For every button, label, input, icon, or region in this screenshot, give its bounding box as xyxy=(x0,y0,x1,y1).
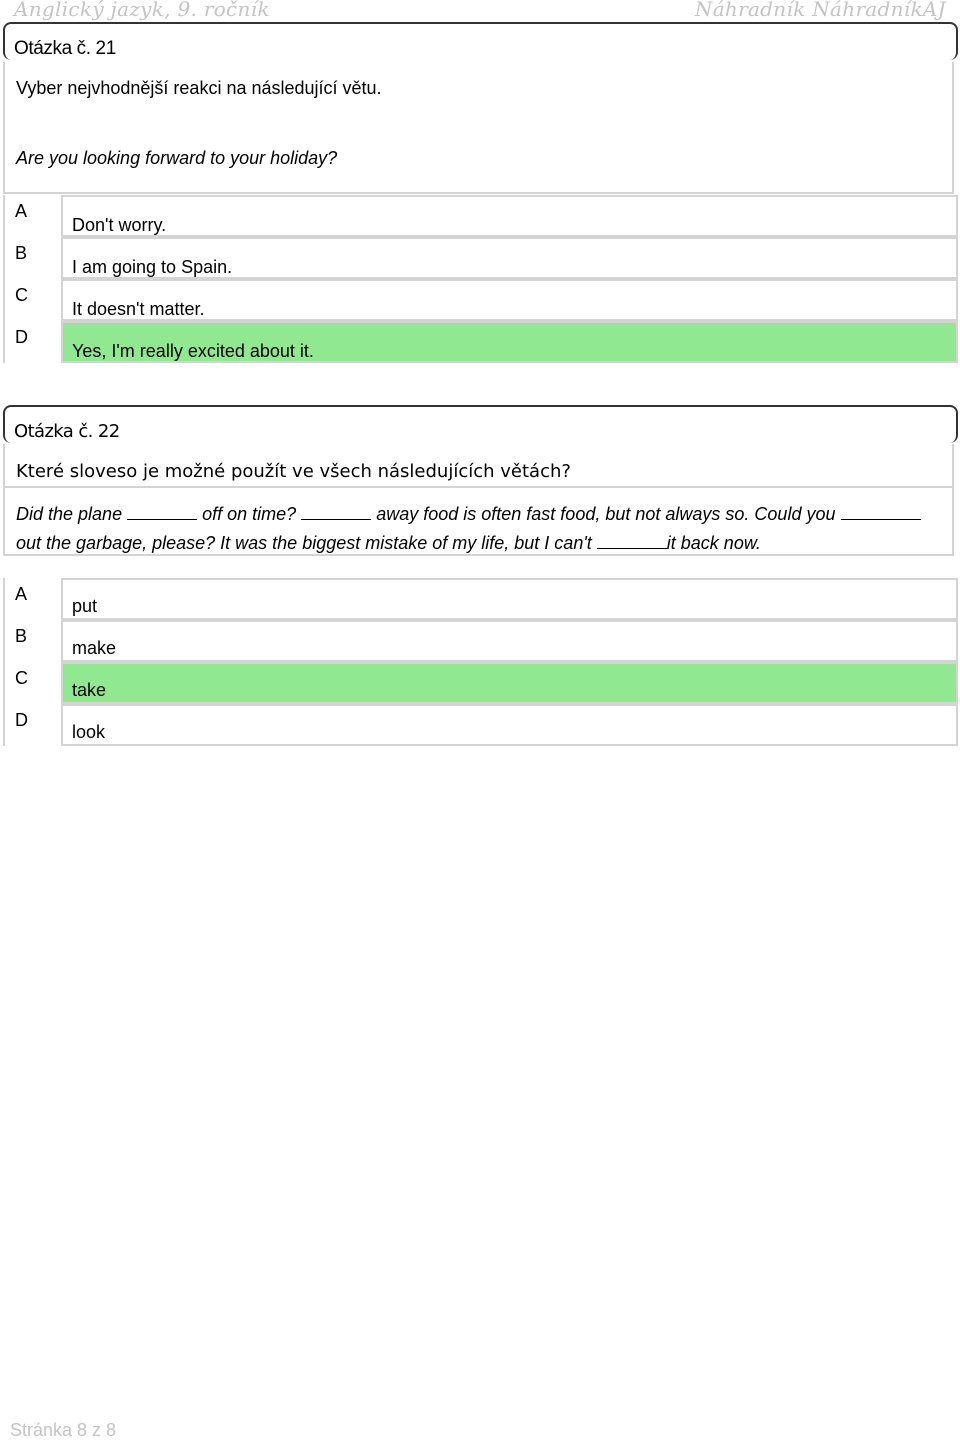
question-title: Otázka č. 22 xyxy=(14,421,120,442)
question-title: Otázka č. 21 xyxy=(14,38,116,59)
header-student: Náhradník NáhradníkAJ xyxy=(694,0,946,21)
option-text: make xyxy=(72,638,117,658)
blank xyxy=(301,505,371,520)
option-b[interactable] xyxy=(3,237,958,279)
blank xyxy=(127,505,197,520)
option-letter: A xyxy=(15,584,28,604)
question-instruction: Vyber nejvhodnější reakci na následující větu. xyxy=(16,78,382,98)
option-d-correct[interactable] xyxy=(3,321,958,363)
blank xyxy=(841,505,921,520)
prompt-line-2: out the garbage, please? It was the biggest mistake of my life, but I can't it back now. xyxy=(16,533,761,553)
option-c-correct[interactable] xyxy=(3,662,958,704)
question-instruction: Které sloveso je možné použít ve všech následujících větách? xyxy=(16,461,571,482)
option-letter: A xyxy=(15,201,28,221)
option-letter: C xyxy=(15,668,28,688)
question-21-header xyxy=(3,22,958,60)
question-22-prompt-box xyxy=(3,486,954,556)
option-text: Don't worry. xyxy=(72,215,167,235)
option-a[interactable] xyxy=(3,578,958,620)
option-letter: C xyxy=(15,285,28,305)
question-21-instruction-box xyxy=(3,62,954,132)
option-text: Yes, I'm really excited about it. xyxy=(72,341,314,361)
option-letter: D xyxy=(15,710,28,730)
blank xyxy=(597,534,667,549)
option-d[interactable] xyxy=(3,704,958,746)
option-text: put xyxy=(72,596,98,616)
question-22-header xyxy=(3,405,958,443)
option-b[interactable] xyxy=(3,620,958,662)
option-text: look xyxy=(72,722,106,742)
option-text: take xyxy=(72,680,107,700)
option-text: I am going to Spain. xyxy=(72,257,233,277)
option-a[interactable] xyxy=(3,195,958,237)
question-22-instruction-box xyxy=(3,444,954,488)
prompt-line-1: Did the plane off on time? away food is often fast food, but not always so. Could you xyxy=(16,504,921,525)
option-letter: B xyxy=(15,243,28,263)
option-c[interactable] xyxy=(3,279,958,321)
option-letter: D xyxy=(15,327,28,347)
question-prompt: Are you looking forward to your holiday? xyxy=(16,148,338,168)
header-subject: Anglický jazyk, 9. ročník xyxy=(14,0,270,21)
option-letter: B xyxy=(15,626,28,646)
page-number: Stránka 8 z 8 xyxy=(10,1420,117,1440)
question-21-prompt-box xyxy=(3,130,954,194)
option-text: It doesn't matter. xyxy=(72,299,205,319)
